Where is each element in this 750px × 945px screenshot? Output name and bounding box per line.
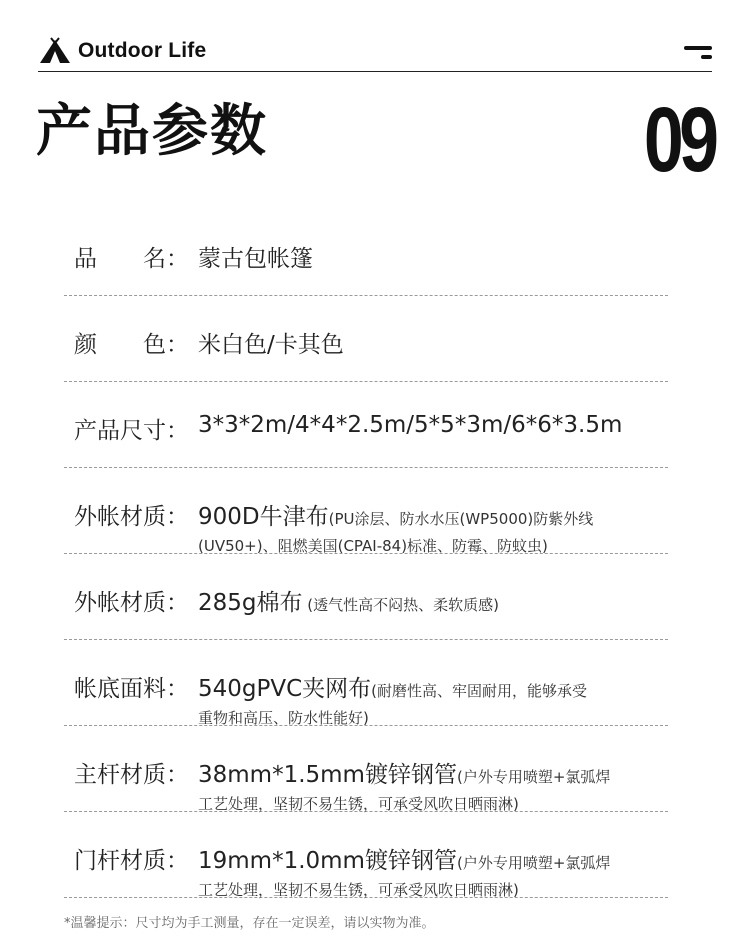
param-row bbox=[64, 296, 668, 382]
param-note-line2: 工艺处理，坚韧不易生锈，可承受风吹日晒雨淋) bbox=[198, 795, 519, 813]
param-row bbox=[64, 468, 668, 554]
param-value bbox=[198, 498, 688, 556]
param-note: (户外专用喷塑+氯弧焊 bbox=[456, 854, 611, 872]
param-label: 颜 色： bbox=[74, 332, 189, 358]
param-note: (透气性高不闷热、柔软质感) bbox=[302, 596, 499, 614]
param-value bbox=[198, 326, 688, 359]
param-value bbox=[198, 842, 688, 900]
tent-icon bbox=[38, 37, 72, 65]
param-main-value: 米白色/卡其色 bbox=[198, 332, 344, 358]
page-title: 产品参数 bbox=[36, 99, 268, 164]
param-label: 门杆材质： bbox=[74, 848, 189, 874]
param-main-value: 285g棉布 bbox=[198, 590, 303, 616]
param-note: (PU涂层、防水水压(WP5000)防紫外线 bbox=[328, 510, 594, 528]
param-note-line2: 重物和高压、防水性能好) bbox=[198, 709, 369, 727]
header-divider bbox=[38, 71, 712, 72]
param-list bbox=[64, 210, 668, 898]
param-main-value: 900D牛津布 bbox=[198, 504, 329, 530]
param-label: 主杆材质： bbox=[74, 762, 189, 788]
param-label: 品 名： bbox=[74, 246, 189, 272]
param-label: 外帐材质： bbox=[74, 590, 189, 616]
param-main-value: 38mm*1.5mm镀锌钢管 bbox=[198, 762, 457, 788]
param-value bbox=[198, 412, 688, 438]
footnote: *温馨提示：尺寸均为手工测量，存在一定误差，请以实物为准。 bbox=[64, 916, 435, 931]
param-note: (户外专用喷塑+氯弧焊 bbox=[456, 768, 611, 786]
param-main-value: 540gPVC夹网布 bbox=[198, 676, 372, 702]
brand-name: Outdoor Life bbox=[78, 39, 207, 62]
param-row bbox=[64, 210, 668, 296]
param-note-line2: 工艺处理，坚韧不易生锈，可承受风吹日晒雨淋) bbox=[198, 881, 519, 899]
param-label: 产品尺寸： bbox=[74, 418, 189, 444]
param-note-line2: (UV50+)、阻燃美国(CPAI-84)标准、防霉、防蚊虫) bbox=[198, 537, 548, 555]
param-label: 外帐材质： bbox=[74, 504, 189, 530]
param-row bbox=[64, 640, 668, 726]
brand-logo bbox=[38, 36, 206, 66]
param-value bbox=[198, 584, 688, 617]
param-row bbox=[64, 382, 668, 468]
menu-icon[interactable] bbox=[684, 46, 712, 60]
param-note: (耐磨性高、牢固耐用，能够承受 bbox=[371, 682, 588, 700]
param-row bbox=[64, 554, 668, 640]
param-row bbox=[64, 812, 668, 898]
page-number: 09 bbox=[643, 89, 714, 191]
param-value bbox=[198, 756, 688, 814]
param-label: 帐底面料： bbox=[74, 676, 189, 702]
param-value bbox=[198, 670, 688, 728]
param-row bbox=[64, 726, 668, 812]
param-main-value: 蒙古包帐篷 bbox=[198, 246, 313, 272]
param-value bbox=[198, 240, 688, 273]
param-main-value: 3*3*2m/4*4*2.5m/5*5*3m/6*6*3.5m bbox=[198, 412, 623, 438]
param-main-value: 19mm*1.0mm镀锌钢管 bbox=[198, 848, 457, 874]
